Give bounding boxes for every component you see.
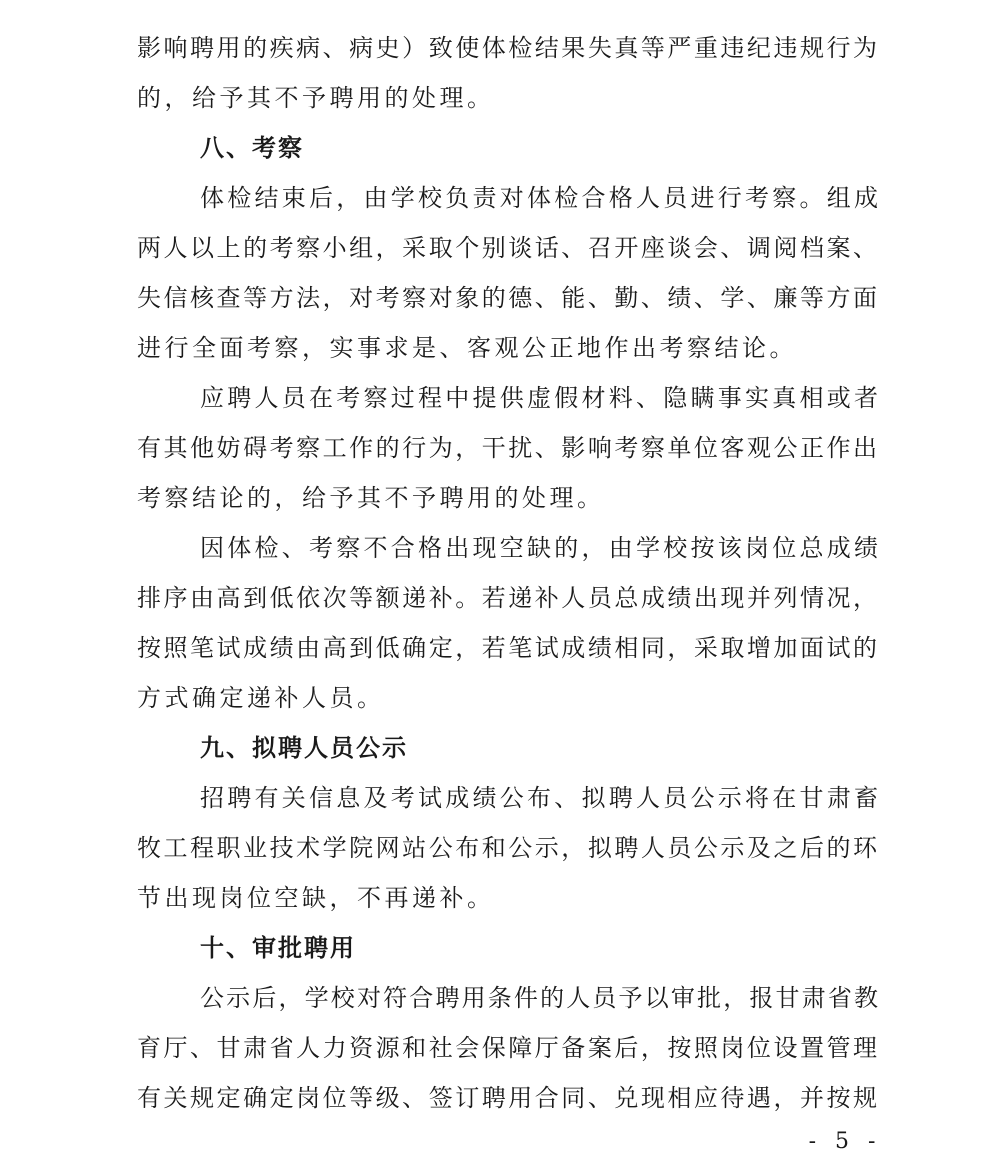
text-line: 方式确定递补人员。	[137, 684, 385, 712]
text-line: 节出现岗位空缺，不再递补。	[137, 884, 495, 912]
text-line: 招聘有关信息及考试成绩公布、拟聘人员公示将在甘肃畜	[200, 784, 878, 812]
text-line: 有其他妨碍考察工作的行为，干扰、影响考察单位客观公正作出	[137, 434, 877, 462]
text-line: 按照笔试成绩由高到低确定，若笔试成绩相同，采取增加面试的	[137, 634, 877, 662]
text-line: 体检结束后，由学校负责对体检合格人员进行考察。组成	[200, 184, 878, 212]
text-line: 排序由高到低依次等额递补。若递补人员总成绩出现并列情况，	[137, 584, 877, 612]
text-line: 因体检、考察不合格出现空缺的，由学校按该岗位总成绩	[200, 534, 878, 562]
page-number: - 5 -	[808, 1129, 882, 1154]
text-line: 牧工程职业技术学院网站公布和公示，拟聘人员公示及之后的环	[137, 834, 877, 862]
text-line: 进行全面考察，实事求是、客观公正地作出考察结论。	[137, 334, 797, 362]
text-line: 有关规定确定岗位等级、签订聘用合同、兑现相应待遇，并按规	[137, 1084, 877, 1112]
text-line: 公示后，学校对符合聘用条件的人员予以审批，报甘肃省教	[200, 984, 878, 1012]
text-line: 考察结论的，给予其不予聘用的处理。	[137, 484, 605, 512]
text-line: 两人以上的考察小组，采取个别谈话、召开座谈会、调阅档案、	[137, 234, 877, 262]
text-line: 育厅、甘肃省人力资源和社会保障厅备案后，按照岗位设置管理	[137, 1034, 877, 1062]
text-line: 影响聘用的疾病、病史）致使体检结果失真等严重违纪违规行为	[137, 34, 877, 62]
section-heading-publicity: 九、拟聘人员公示	[200, 734, 408, 762]
text-line: 的，给予其不予聘用的处理。	[137, 84, 495, 112]
text-line: 失信核查等方法，对考察对象的德、能、勤、绩、学、廉等方面	[137, 284, 877, 312]
text-line: 应聘人员在考察过程中提供虚假材料、隐瞒事实真相或者	[200, 384, 878, 412]
section-heading-approval: 十、审批聘用	[200, 934, 356, 962]
section-heading-inspection: 八、考察	[200, 134, 304, 162]
